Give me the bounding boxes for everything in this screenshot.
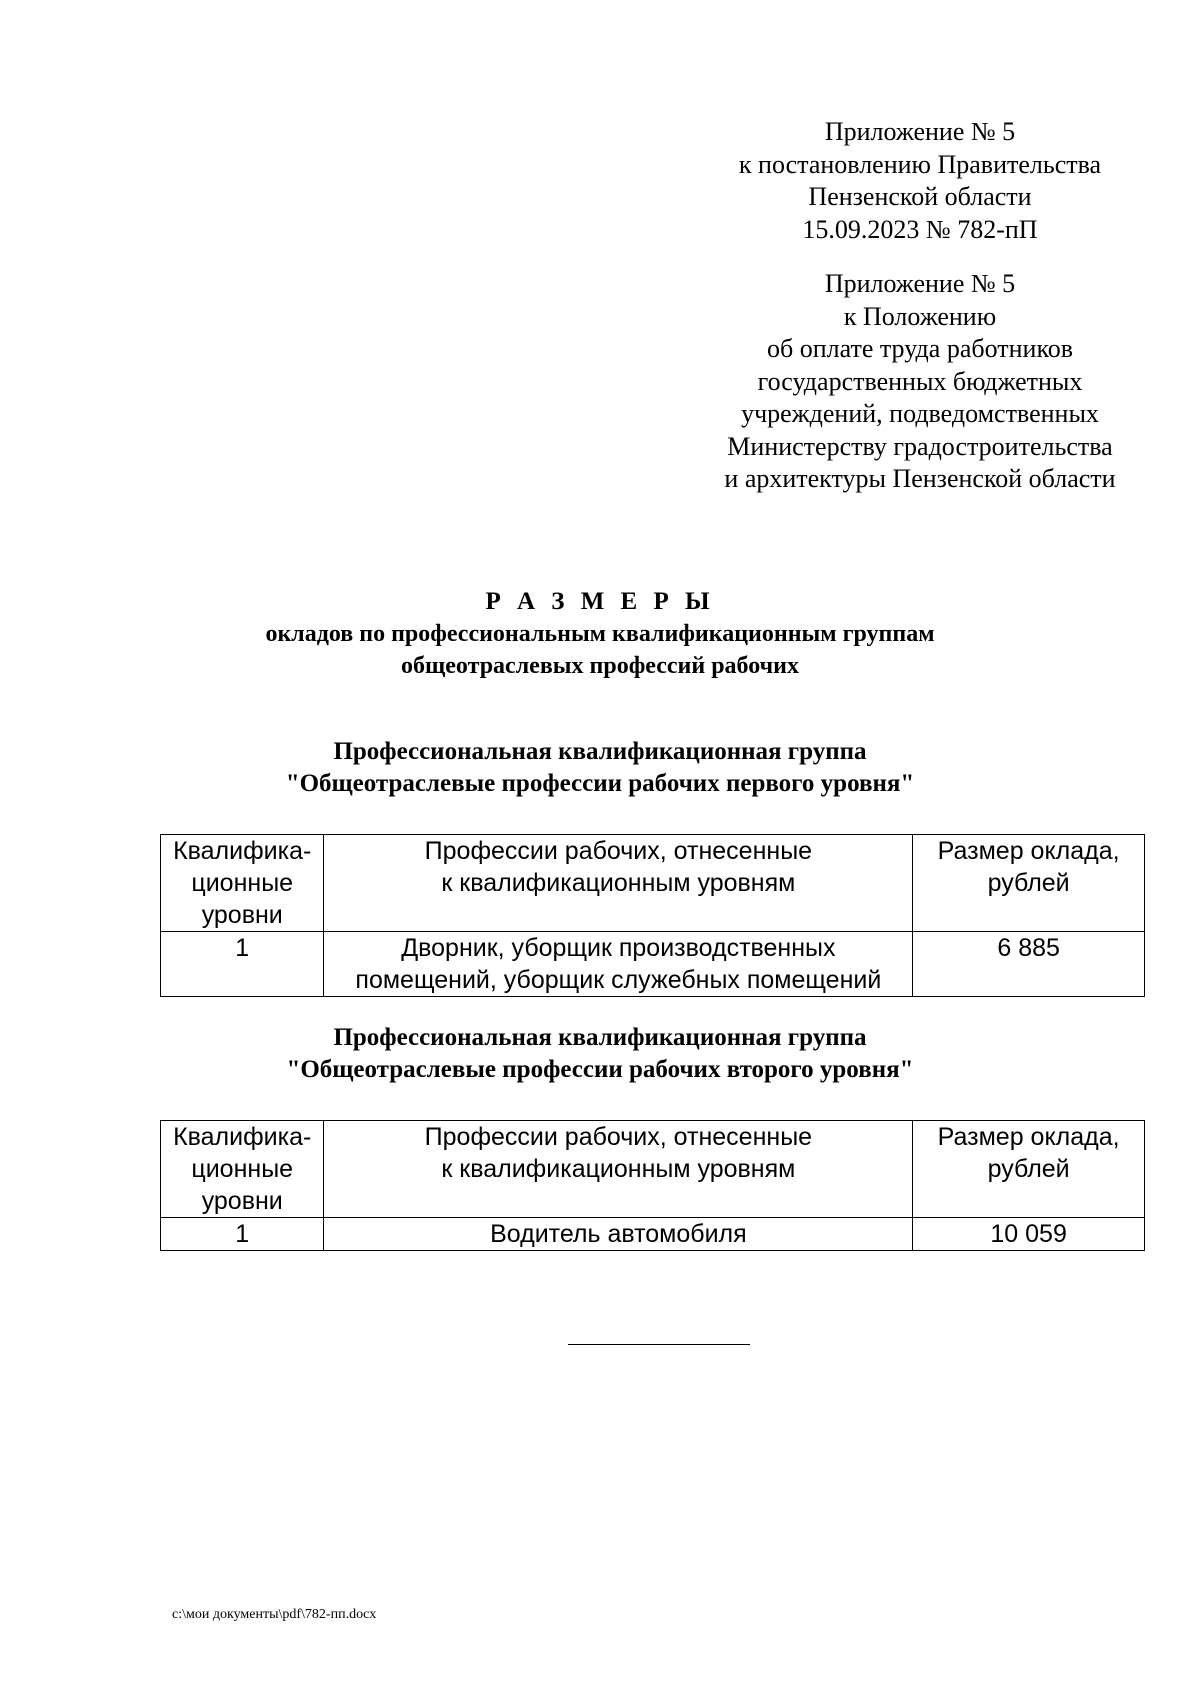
- footer-file-path: c:\мои документы\pdf\782-пп.docx: [172, 1607, 377, 1622]
- appendix-regulation-header: [700, 268, 1140, 496]
- appendix-decree-date-number: 15.09.2023 № 782-пП: [802, 214, 1038, 244]
- cell-professions: Водитель автомобиля: [324, 1218, 913, 1251]
- title-heading: Р А З М Е Р Ы: [485, 588, 715, 615]
- table-row: [161, 1218, 1145, 1251]
- appendix-regulation-line: об оплате труда работников: [766, 334, 1074, 363]
- group-title-level-2: [100, 1022, 1100, 1086]
- appendix-regulation-line: Министерству градостроительства: [727, 431, 1113, 461]
- table-row: [161, 932, 1145, 997]
- cell-professions: Дворник, уборщик производственных помещений, уборщик служебных помещений: [324, 932, 913, 997]
- header-qualification-levels: Квалифика- ционные уровни: [161, 835, 324, 932]
- salary-table-level-2: [160, 1120, 1145, 1251]
- end-separator-line: [568, 1344, 750, 1345]
- header-professions: Профессии рабочих, отнесенные к квалификационным уровням: [324, 1121, 913, 1218]
- group-title-level-1: [100, 736, 1100, 800]
- appendix-decree-line: Пензенской области: [808, 182, 1032, 211]
- appendix-regulation-line: Приложение № 5: [824, 269, 1016, 298]
- appendix-regulation-line: государственных бюджетных: [757, 366, 1083, 396]
- title-subline: общеотраслевых профессий рабочих: [401, 653, 799, 679]
- appendix-regulation-line: и архитектуры Пензенской области: [724, 464, 1116, 493]
- cell-salary: 10 059: [913, 1218, 1145, 1251]
- salary-table-level-1: [160, 834, 1145, 997]
- group-title-line: "Общеотраслевые профессии рабочих первого уровня": [285, 770, 915, 797]
- appendix-regulation-line: учреждений, подведомственных: [741, 399, 1099, 428]
- appendix-decree-line: к постановлению Правительства: [738, 149, 1102, 179]
- document-title: [100, 586, 1100, 682]
- appendix-regulation-line: к Положению: [843, 301, 997, 331]
- group-title-line: Профессиональная квалификационная группа: [333, 738, 867, 765]
- table-header-row: [161, 1121, 1145, 1218]
- header-salary: Размер оклада, рублей: [913, 1121, 1145, 1218]
- appendix-decree-header: [700, 116, 1140, 246]
- header-salary: Размер оклада, рублей: [913, 835, 1145, 932]
- title-subline: окладов по профессиональным квалификационным группам: [265, 621, 935, 647]
- group-title-line: Профессиональная квалификационная группа: [333, 1024, 867, 1051]
- header-qualification-levels: Квалифика- ционные уровни: [161, 1121, 324, 1218]
- appendix-decree-line: Приложение № 5: [824, 117, 1016, 146]
- group-title-line: "Общеотраслевые профессии рабочих второго уровня": [286, 1056, 914, 1083]
- cell-salary: 6 885: [913, 932, 1145, 997]
- cell-level: 1: [161, 932, 324, 997]
- cell-level: 1: [161, 1218, 324, 1251]
- table-header-row: [161, 835, 1145, 932]
- header-professions: Профессии рабочих, отнесенные к квалификационным уровням: [324, 835, 913, 932]
